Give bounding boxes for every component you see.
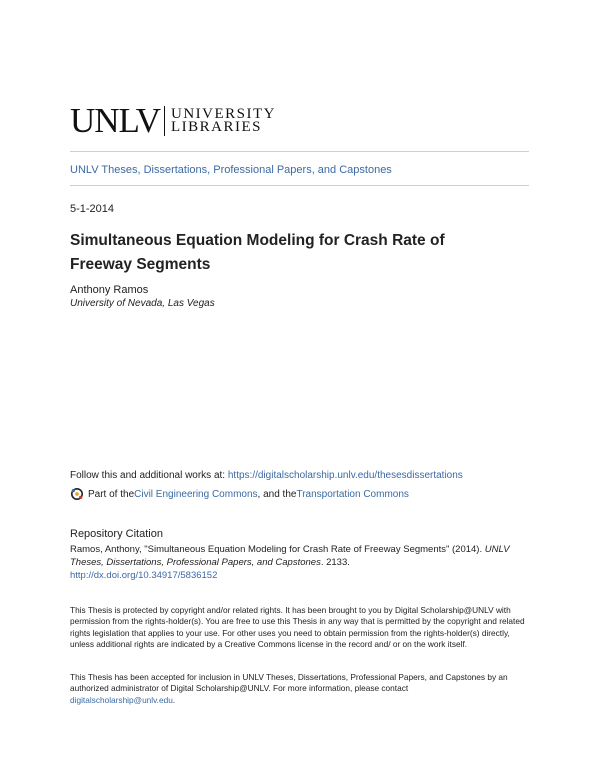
inclusion-end: . [172,694,176,705]
logo-subtitle [171,108,276,134]
part-of-middle: , and the [257,488,297,500]
logo-libraries: LIBRARIES [171,119,263,135]
citation-text: Ramos, Anthony, "Simultaneous Equation Modeling for Crash Rate of Freeway Segments" (2014). [70,544,485,555]
author-affiliation: University of Nevada, Las Vegas [70,298,215,309]
author-name: Anthony Ramos [70,284,149,296]
inclusion-text: This Thesis has been accepted for inclusion in UNLV Theses, Dissertations, Professional Papers, and Capstones by an authorized administrator of Digital Scholarship@UNLV. For more information, please contact [70,672,508,694]
top-divider [70,151,529,152]
citation-number: . 2133. [320,557,350,568]
contact-email-link[interactable]: digitalscholarship@unlv.edu [70,694,173,705]
collection-url-link[interactable]: https://digitalscholarship.unlv.edu/thesesdissertations [227,470,463,481]
document-title: Simultaneous Equation Modeling for Crash Rate of Freeway Segments [70,232,445,273]
logo-unlv: UNLV [70,101,160,140]
publication-date: 5-1-2014 [70,203,115,215]
copyright-notice: This Thesis is protected by copyright and/or related rights. It has been brought to you by Digital Scholarship@UNLV with permission from the rights-holder(s). You are free to use this Thesis in any way that is permitted by the copyright and related rights legislation that applies to your use. For other uses you need to obtain permission from the rights-holder(s) directly, unless additional rights are indicated by a Creative Commons license in the record and/ or on the work itself. [70,605,525,649]
follow-prefix: Follow this and additional works at: [70,470,228,481]
transportation-commons-link[interactable]: Transportation Commons [296,488,409,500]
citation-body [70,543,530,582]
logo-university: UNIVERSITY [171,106,276,122]
unlv-libraries-logo [70,101,276,140]
part-of-prefix: Part of the [88,488,135,500]
part-of-line [70,487,409,501]
logo-divider [164,106,165,136]
citation-series: UNLV Theses, Dissertations, Professional Papers, and Capstones [70,544,510,568]
series-link[interactable]: UNLV Theses, Dissertations, Professional Papers, and Capstones [70,164,392,176]
series-divider [70,185,529,186]
inclusion-notice [70,672,532,706]
civil-engineering-commons-link[interactable]: Civil Engineering Commons [134,488,258,500]
network-icon [70,487,84,501]
doi-link[interactable]: http://dx.doi.org/10.34917/5836152 [70,570,218,581]
follow-line [70,470,463,481]
citation-heading: Repository Citation [70,528,163,540]
